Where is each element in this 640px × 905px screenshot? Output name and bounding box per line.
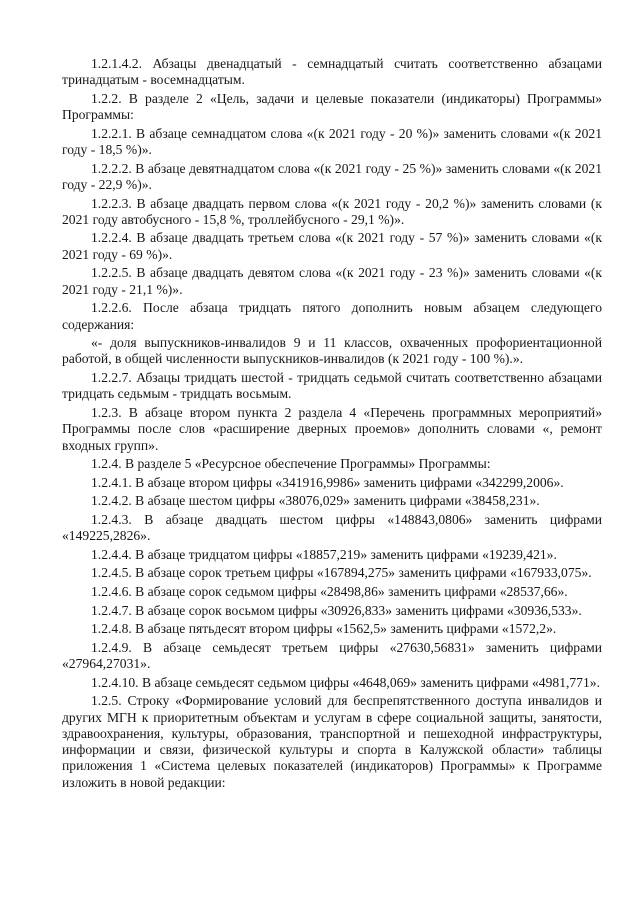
paragraph-1-2-2: 1.2.2. В разделе 2 «Цель, задачи и целевые показатели (индикаторы) Программы» Программы: <box>62 90 602 123</box>
paragraph-1-2-4-5: 1.2.4.5. В абзаце сорок третьем цифры «167894,275» заменить цифрами «167933,075». <box>91 565 592 581</box>
paragraph-1-2-4-2: 1.2.4.2. В абзаце шестом цифры «38076,029» заменить цифрами «38458,231». <box>91 493 540 509</box>
paragraph-1-2-4-1: 1.2.4.1. В абзаце втором цифры «341916,9986» заменить цифрами «342299,2006». <box>91 474 564 490</box>
paragraph-1-2-2-2: 1.2.2.2. В абзаце девятнадцатом слова «(к 2021 году - 25 %)» заменить словами «(к 2021 году - 22,9 %)». <box>62 160 602 192</box>
paragraph-1-2-2-6: 1.2.2.6. После абзаца тридцать пятого дополнить новым абзацем следующего содержания: <box>62 300 602 332</box>
paragraph-1-2-2-7: 1.2.2.7. Абзацы тридцать шестой - тридцать седьмой считать соответственно абзацами тридцать седьмым - тридцать восьмым. <box>62 370 602 402</box>
paragraph-1-2-5: 1.2.5. Строку «Формирование условий для беспрепятственного доступа инвалидов и других МГН к приоритетным объектам и услугам в сфере социальной защиты, занятости, здравоохранения, культуры, образования, транспортной и пешеходной инфраструктуры, информации и связи, физической культуры и спорта в Калужской области» таблицы приложения 1 «Система целевых показателей (индикаторов) Программы» к Программе изложить в новой редакции: <box>62 693 602 790</box>
paragraph-1-2-4-6: 1.2.4.6. В абзаце сорок седьмом цифры «28498,86» заменить цифрами «28537,66». <box>91 583 568 599</box>
paragraph-1-2-4-3: 1.2.4.3. В абзаце двадцать шестом цифры «148843,0806» заменить цифрами «149225,2826». <box>62 511 602 544</box>
paragraph-1-2-4-9: 1.2.4.9. В абзаце семьдесят третьем цифры «27630,56831» заменить цифрами «27964,27031». <box>62 639 602 672</box>
paragraph-1-2-4-4: 1.2.4.4. В абзаце тридцатом цифры «18857,219» заменить цифрами «19239,421». <box>91 546 557 562</box>
paragraph-quoted-new-text: «- доля выпускников-инвалидов 9 и 11 классов, охваченных профориентационной работой, в общей численности выпускников-инвалидов (к 2021 году - 100 %).». <box>62 335 602 367</box>
paragraph-1-2-4: 1.2.4. В разделе 5 «Ресурсное обеспечение Программы» Программы: <box>91 456 491 472</box>
paragraph-1-2-4-8: 1.2.4.8. В абзаце пятьдесят втором цифры «1562,5» заменить цифрами «1572,2». <box>91 621 557 637</box>
paragraph-1-2-2-4: 1.2.2.4. В абзаце двадцать третьем слова «(к 2021 году - 57 %)» заменить словами «(к 2021 году - 69 %)». <box>62 230 602 262</box>
paragraph-1-2-4-10: 1.2.4.10. В абзаце семьдесят седьмом цифры «4648,069» заменить цифрами «4981,771». <box>91 674 600 690</box>
document-body <box>62 56 602 793</box>
paragraph-1-2-2-3: 1.2.2.3. В абзаце двадцать первом слова «(к 2021 году - 20,2 %)» заменить словами (к 2021 году автобусного - 15,8 %, троллейбусного - 29,1 %)». <box>62 195 602 227</box>
paragraph-1-2-3: 1.2.3. В абзаце втором пункта 2 раздела 4 «Перечень программных мероприятий» Программы после слов «расширение дверных проемов» дополнить словами «, ремонт входных групп». <box>62 404 602 453</box>
paragraph-1-2-4-7: 1.2.4.7. В абзаце сорок восьмом цифры «30926,833» заменить цифрами «30936,533». <box>91 602 582 618</box>
paragraph-1-2-1-4-2: 1.2.1.4.2. Абзацы двенадцатый - семнадцатый считать соответственно абзацами тринадцатым - восемнадцатым. <box>62 56 602 88</box>
paragraph-1-2-2-5: 1.2.2.5. В абзаце двадцать девятом слова «(к 2021 году - 23 %)» заменить словами «(к 2021 году - 21,1 %)». <box>62 265 602 297</box>
paragraph-1-2-2-1: 1.2.2.1. В абзаце семнадцатом слова «(к 2021 году - 20 %)» заменить словами «(к 2021 году - 18,5 %)». <box>62 125 602 158</box>
